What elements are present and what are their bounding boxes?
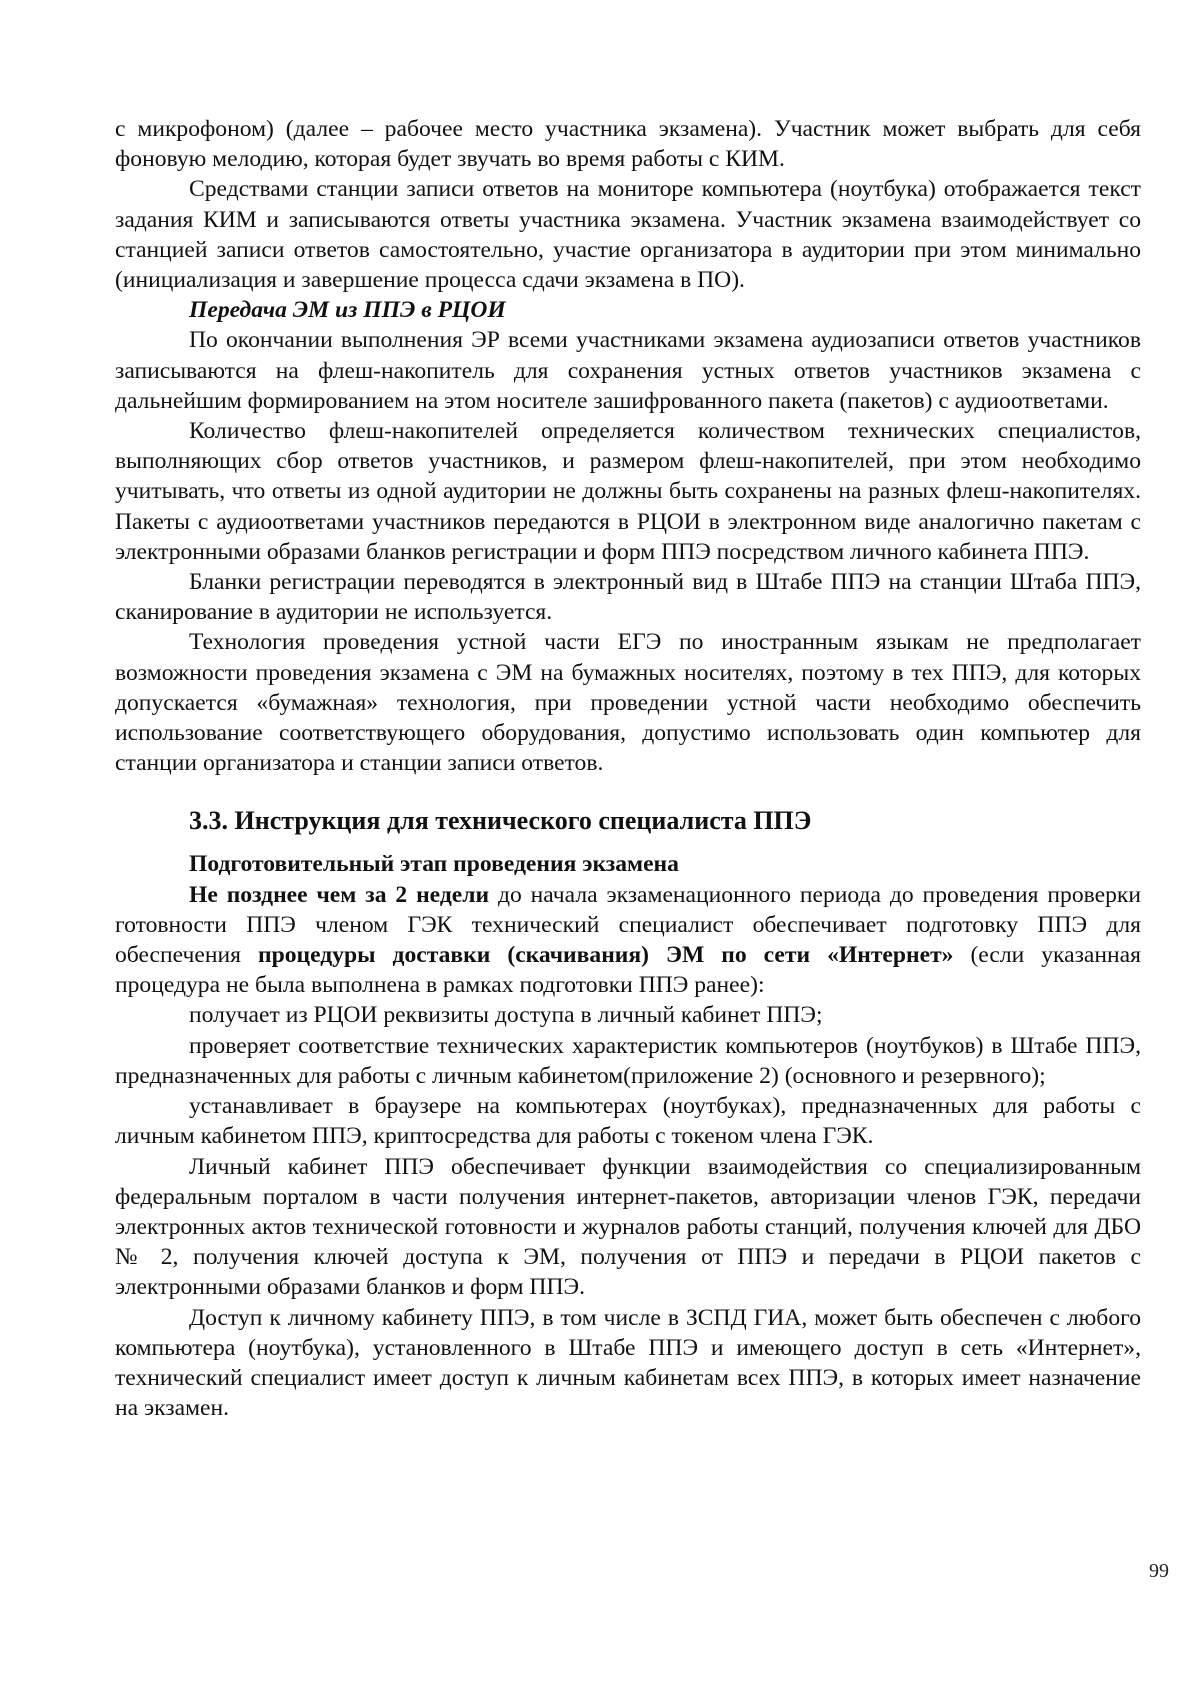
- paragraph-text: до начала экзаменационного периода до проведения проверки готовности ППЭ членом ГЭК технический специалист обеспечивает подготовку ППЭ для обеспечения: [115, 881, 1141, 969]
- paragraph: с микрофоном) (далее – рабочее место участника экзамена). Участник может выбрать для себя фоновую мелодию, которая будет звучать во время работы с КИМ.: [115, 116, 1141, 173]
- paragraph-deadline: [115, 880, 1141, 1001]
- paragraph: Личный кабинет ППЭ обеспечивает функции взаимодействия со специализированным федеральным порталом в части получения интернет-пакетов, авторизации членов ГЭК, передачи электронных актов технической готовности и журналов работы станций, получения ключей для ДБО № 2, получения ключей доступа к ЭМ, получения от ППЭ и передачи в РЦОИ пакетов с электронными образами бланков и форм ППЭ.: [115, 1153, 1141, 1301]
- paragraph: Технология проведения устной части ЕГЭ по иностранным языкам не предполагает возможности проведения экзамена с ЭМ на бумажных носителях, поэтому в тех ППЭ, для которых допускается «бумажная» технология, при проведении устной части необходимо обеспечить использование соответствующего оборудования, допустимо использовать один компьютер для станции организатора и станции записи ответов.: [115, 629, 1141, 777]
- page-number: 99: [1149, 1560, 1169, 1582]
- procedure-emphasis: процедуры доставки (скачивания) ЭМ по сети «Интернет»: [257, 942, 954, 969]
- paragraph-text: (если указанная процедура не была выполнена в рамках подготовки ППЭ ранее):: [115, 942, 1141, 999]
- paragraph: По окончании выполнения ЭР всеми участниками экзамена аудиозаписи ответов участников записываются на флеш-накопитель для сохранения устных ответов участников экзамена с дальнейшим формированием на этом носителе зашифрованного пакета (пакетов) с аудиоответами.: [115, 327, 1141, 414]
- body-text: [115, 114, 1141, 1423]
- paragraph: Доступ к личному кабинету ППЭ, в том числе в ЗСПД ГИА, может быть обеспечен с любого компьютера (ноутбука), установленного в Штабе ППЭ и имеющего доступ в сеть «Интернет», технический специалист имеет доступ к личным кабинетам всех ППЭ, в которых имеет назначение на экзамен.: [115, 1304, 1141, 1422]
- list-item: получает из РЦОИ реквизиты доступа в личный кабинет ППЭ;: [189, 1002, 823, 1029]
- subheading-transfer: Передача ЭМ из ППЭ в РЦОИ: [189, 297, 506, 324]
- list-item: проверяет соответствие технических характеристик компьютеров (ноутбуков) в Штабе ППЭ, предназначенных для работы с личным кабинетом(приложение 2) (основного и резервного);: [115, 1032, 1141, 1089]
- section-heading: 3.3. Инструкция для технического специалиста ППЭ: [189, 806, 812, 836]
- list-item: устанавливает в браузере на компьютерах (ноутбуках), предназначенных для работы с личным кабинетом ППЭ, криптосредства для работы с токеном члена ГЭК.: [115, 1093, 1141, 1150]
- paragraph: Средствами станции записи ответов на мониторе компьютера (ноутбука) отображается текст задания КИМ и записываются ответы участника экзамена. Участник экзамена взаимодействует со станцией записи ответов самостоятельно, участие организатора в аудитории при этом минимально (инициализация и завершение процесса сдачи экзамена в ПО).: [115, 176, 1141, 294]
- deadline-emphasis: Не позднее чем за 2 недели: [189, 881, 490, 908]
- paragraph: Бланки регистрации переводятся в электронный вид в Штабе ППЭ на станции Штаба ППЭ, сканирование в аудитории не используется.: [115, 569, 1141, 626]
- subsection-heading: Подготовительный этап проведения экзамена: [189, 851, 679, 878]
- paragraph: Количество флеш-накопителей определяется количеством технических специалистов, выполняющих сбор ответов участников, и размером флеш-накопителей, при этом необходимо учитывать, что ответы из одной аудитории не должны быть сохранены на разных флеш-накопителях. Пакеты с аудиоответами участников передаются в РЦОИ в электронном виде аналогично пакетам с электронными образами бланков регистрации и форм ППЭ посредством личного кабинета ППЭ.: [115, 418, 1141, 565]
